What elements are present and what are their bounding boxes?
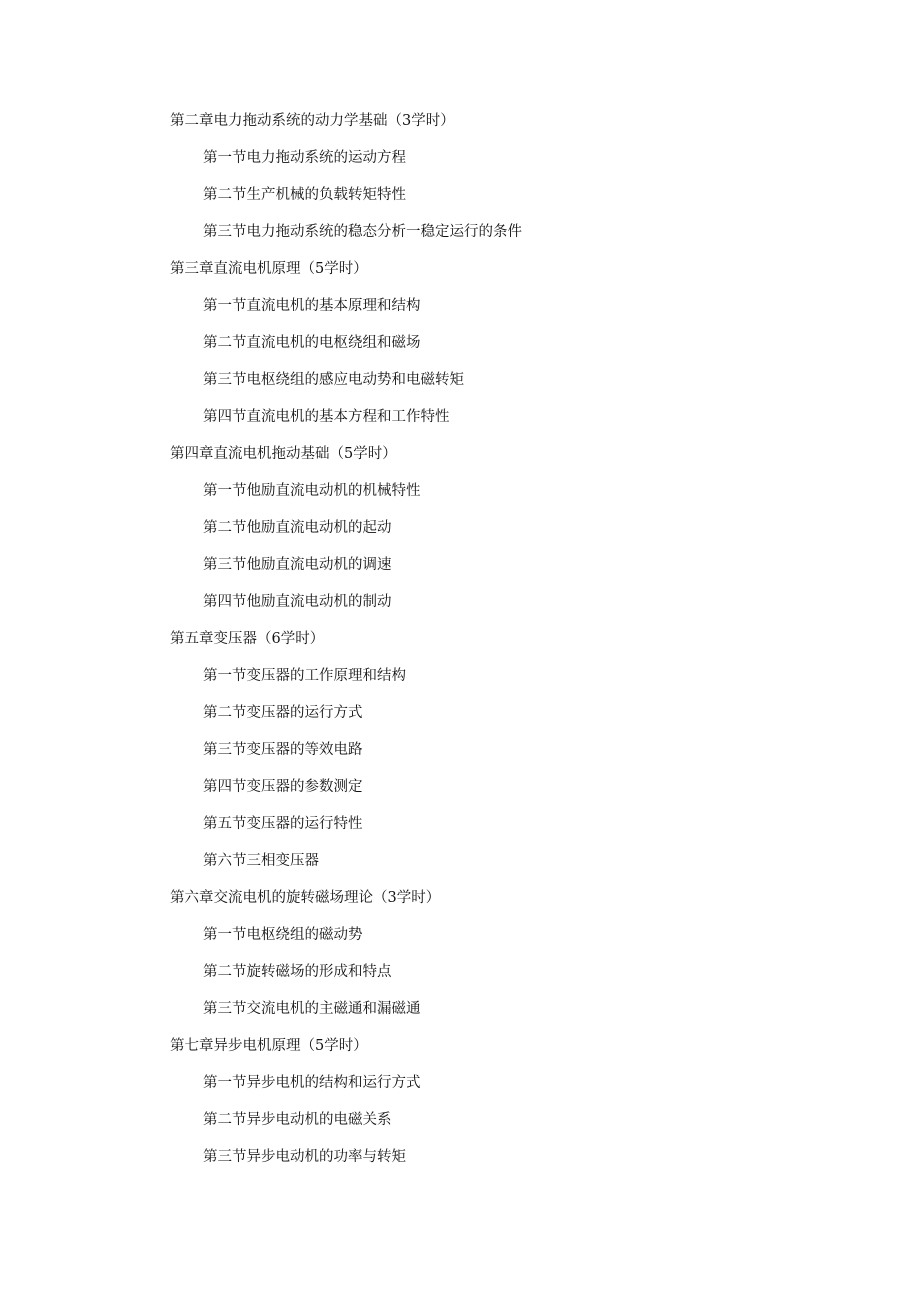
section-item: 第二节旋转磁场的形成和特点 <box>203 964 392 980</box>
section-item: 第一节他励直流电动机的机械特性 <box>203 483 421 499</box>
section-item: 第一节电枢绕组的磁动势 <box>203 927 363 943</box>
section-item: 第二节异步电动机的电磁关系 <box>203 1112 392 1128</box>
section-item: 第三节变压器的等效电路 <box>203 742 363 758</box>
section-item: 第三节电枢绕组的感应电动势和电磁转矩 <box>203 372 464 388</box>
section-item: 第四节变压器的参数测定 <box>203 779 363 795</box>
chapter-heading: 第五章变压器（6学时） <box>170 631 325 647</box>
section-item: 第三节电力拖动系统的稳态分析一稳定运行的条件 <box>203 224 522 240</box>
section-item: 第二节变压器的运行方式 <box>203 705 363 721</box>
section-item: 第三节异步电动机的功率与转矩 <box>203 1149 406 1165</box>
section-item: 第六节三相变压器 <box>203 853 319 869</box>
section-item: 第三节他励直流电动机的调速 <box>203 557 392 573</box>
section-item: 第三节交流电机的主磁通和漏磁通 <box>203 1001 421 1017</box>
section-item: 第四节他励直流电动机的制动 <box>203 594 392 610</box>
chapter-heading: 第四章直流电机拖动基础（5学时） <box>170 446 397 462</box>
section-item: 第二节他励直流电动机的起动 <box>203 520 392 536</box>
section-item: 第一节电力拖动系统的运动方程 <box>203 150 406 166</box>
section-item: 第二节生产机械的负载转矩特性 <box>203 187 406 203</box>
chapter-heading: 第二章电力拖动系统的动力学基础（3学时） <box>170 113 455 129</box>
section-item: 第一节直流电机的基本原理和结构 <box>203 298 421 314</box>
course-outline <box>170 103 870 1176</box>
section-item: 第四节直流电机的基本方程和工作特性 <box>203 409 450 425</box>
chapter-heading: 第七章异步电机原理（5学时） <box>170 1038 368 1054</box>
chapter-heading: 第六章交流电机的旋转磁场理论（3学时） <box>170 890 441 906</box>
section-item: 第五节变压器的运行特性 <box>203 816 363 832</box>
section-item: 第一节变压器的工作原理和结构 <box>203 668 406 684</box>
section-item: 第一节异步电机的结构和运行方式 <box>203 1075 421 1091</box>
section-item: 第二节直流电机的电枢绕组和磁场 <box>203 335 421 351</box>
chapter-heading: 第三章直流电机原理（5学时） <box>170 261 368 277</box>
